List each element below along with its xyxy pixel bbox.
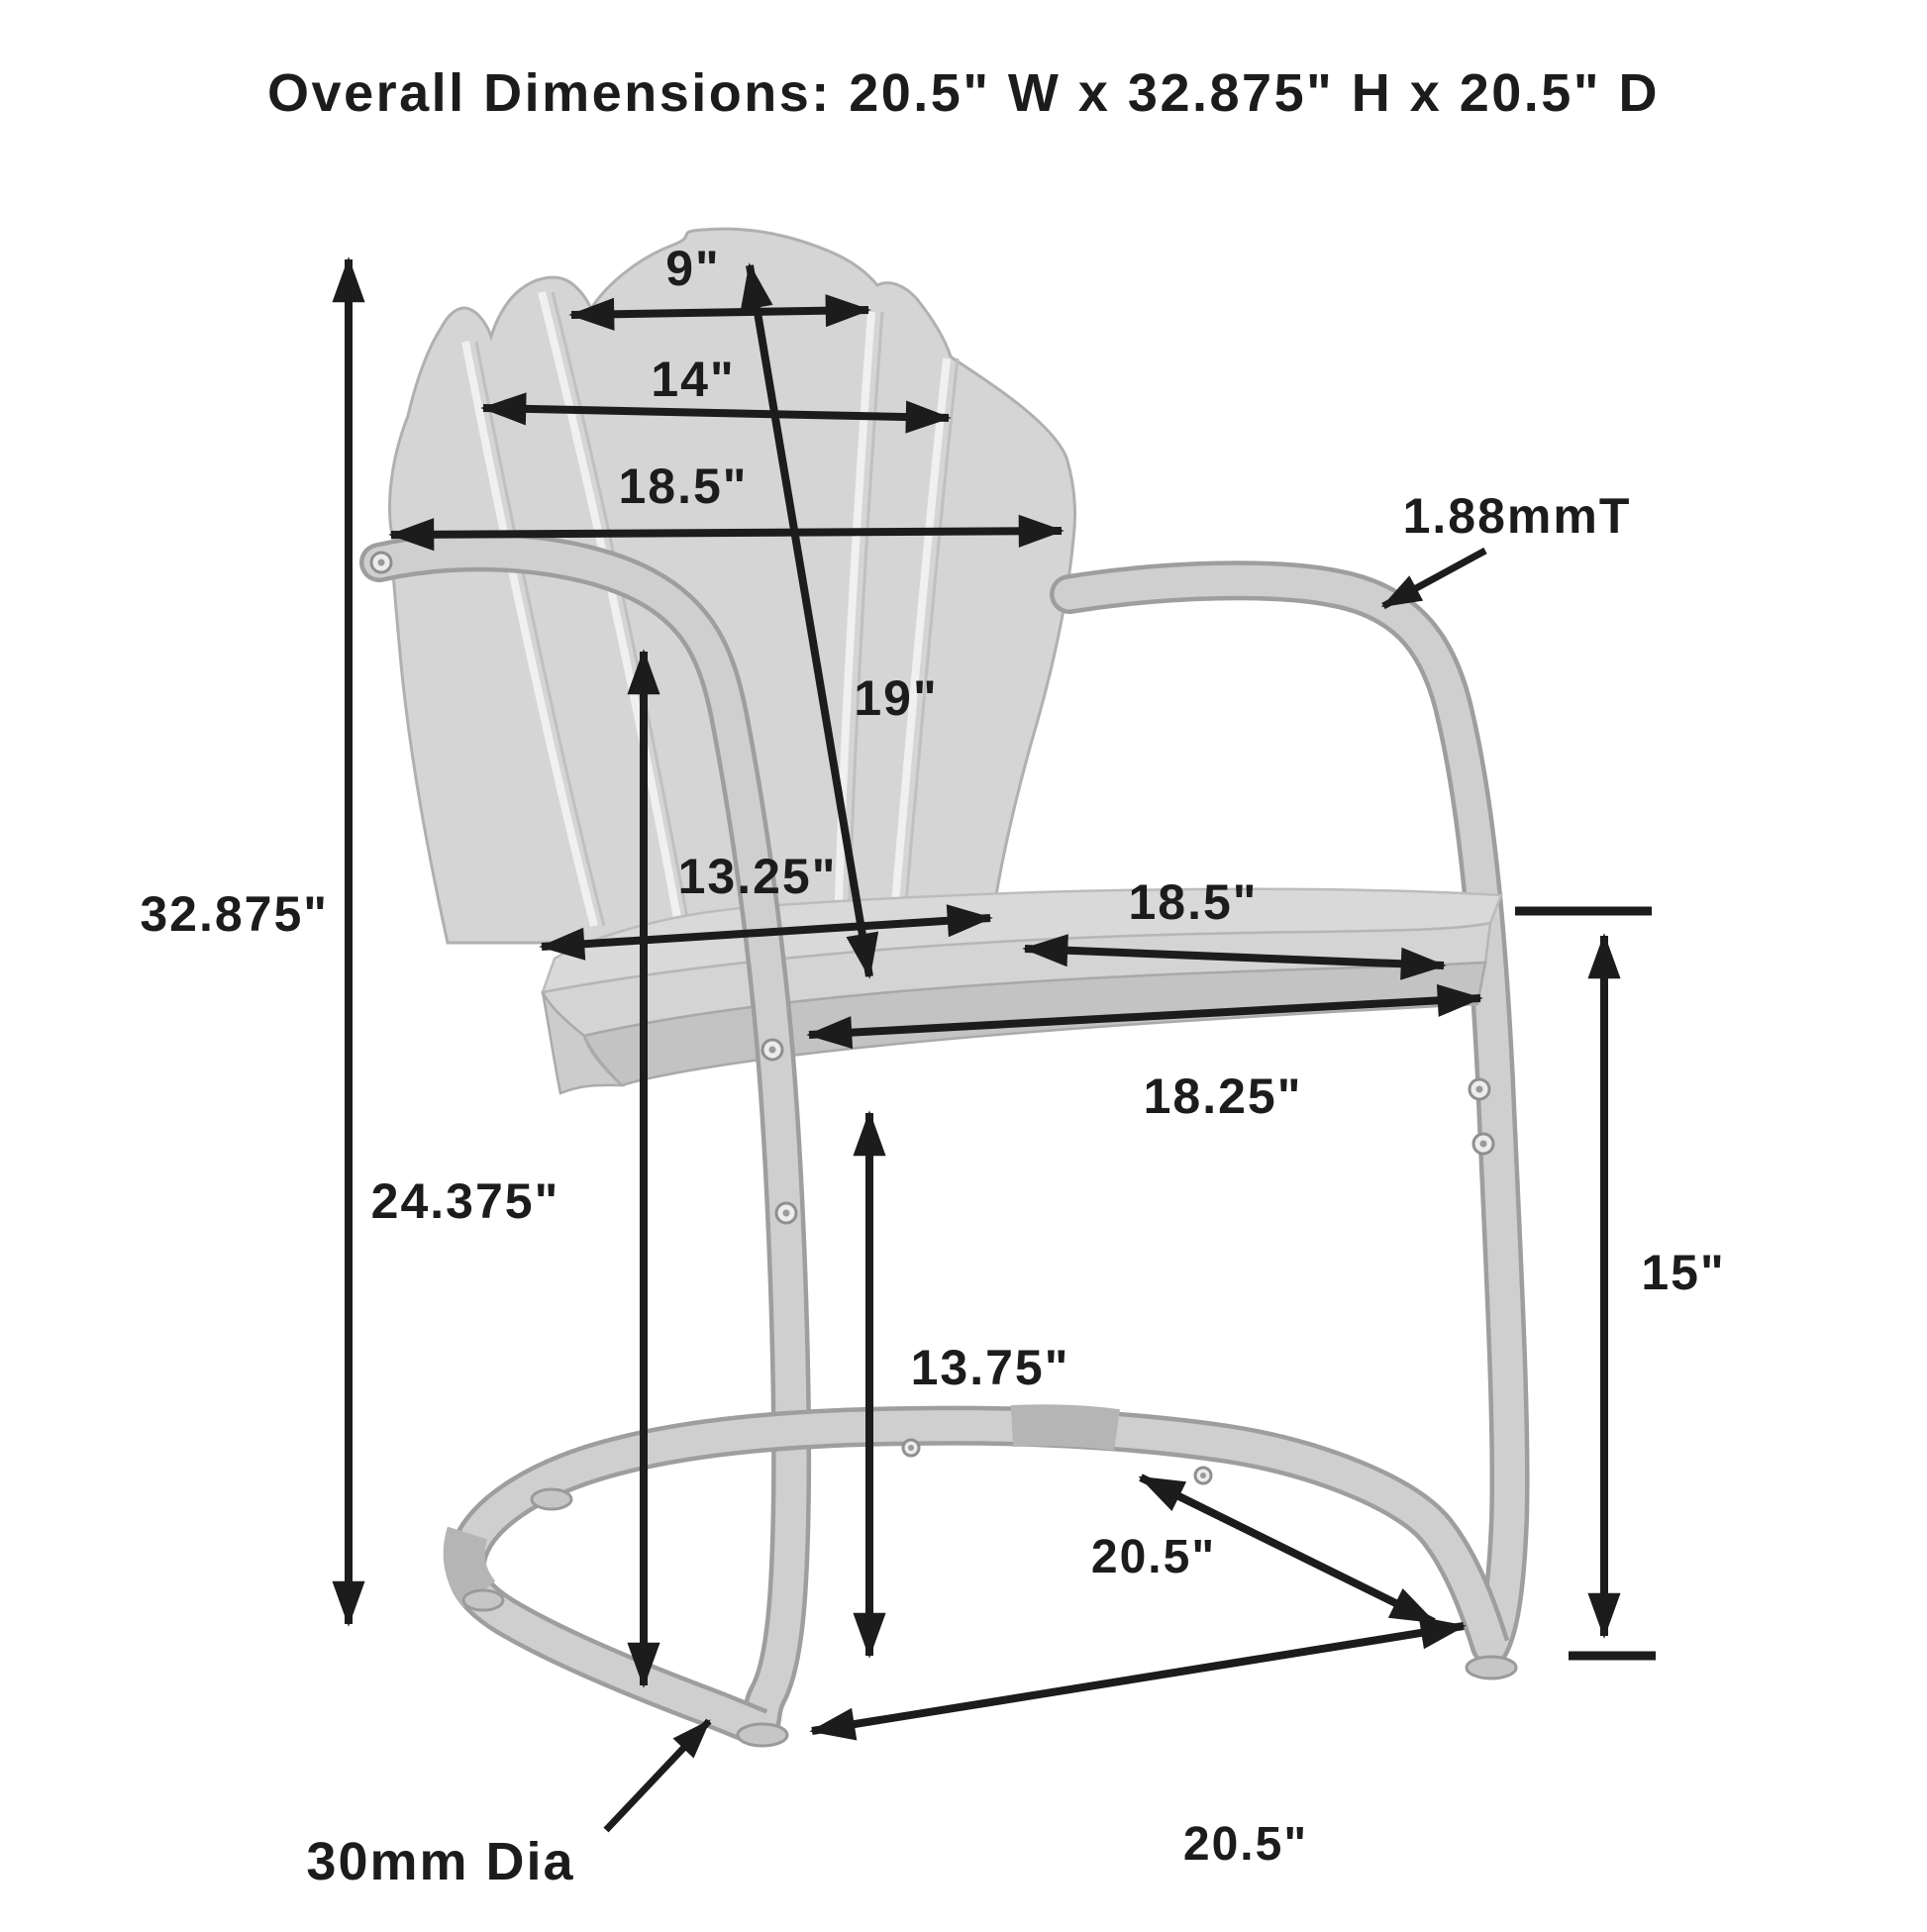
- page-title: Overall Dimensions: 20.5" W x 32.875" H x 20.5" D: [267, 63, 1660, 123]
- foot-glides: [463, 1489, 1516, 1746]
- label-base-depth: 20.5": [1182, 1818, 1309, 1871]
- label-base-side-depth: 20.5": [1090, 1531, 1217, 1583]
- label-back-mid-width: 14": [651, 352, 736, 407]
- dim-arrow-base-depth: [812, 1626, 1464, 1731]
- glide-left-lower: [463, 1590, 503, 1610]
- front-leg-bolt-upper: [762, 1040, 782, 1060]
- base-rail-bolt-left: [903, 1440, 919, 1456]
- glide-front-foot: [738, 1724, 787, 1746]
- chair-artwork: [371, 229, 1516, 1746]
- label-back-width: 18.5": [618, 458, 749, 514]
- front-leg-bolt-lower: [776, 1203, 796, 1223]
- label-seat-height: 15": [1641, 1245, 1726, 1300]
- dim-arrow-seat-height: [1515, 911, 1656, 1656]
- label-overall-height: 32.875": [140, 886, 329, 942]
- armrest-cap-bolt: [371, 553, 391, 572]
- label-seat-depth: 18.25": [1143, 1068, 1303, 1124]
- label-tube-diameter: 30mm Dia: [306, 1832, 575, 1891]
- label-under-seat-height: 13.75": [910, 1340, 1070, 1395]
- pointer-tube-diameter: [606, 1721, 709, 1830]
- label-seat-front-width: 18.5": [1128, 874, 1259, 930]
- pointer-tube-thickness: [1383, 551, 1485, 606]
- dim-arrow-back-top-width: [571, 310, 868, 315]
- label-seat-back-width: 13.25": [677, 849, 838, 904]
- dim-arrow-back-width: [391, 531, 1062, 535]
- label-arm-height: 24.375": [370, 1173, 560, 1229]
- rear-leg-bolt-upper: [1470, 1079, 1489, 1099]
- base-rail-bolt-right: [1195, 1468, 1211, 1483]
- base-corner-sleeve: [464, 1533, 479, 1594]
- rear-leg-bolt-lower: [1473, 1134, 1493, 1154]
- chair-seat: [543, 889, 1501, 1093]
- glide-rear-foot: [1467, 1657, 1516, 1678]
- base-joint-sleeve: [1012, 1425, 1117, 1430]
- label-back-top-width: 9": [665, 241, 721, 296]
- label-tube-thickness: 1.88mmT: [1402, 488, 1632, 544]
- glide-left-upper: [532, 1489, 571, 1509]
- label-back-height-diag: 19": [854, 670, 939, 726]
